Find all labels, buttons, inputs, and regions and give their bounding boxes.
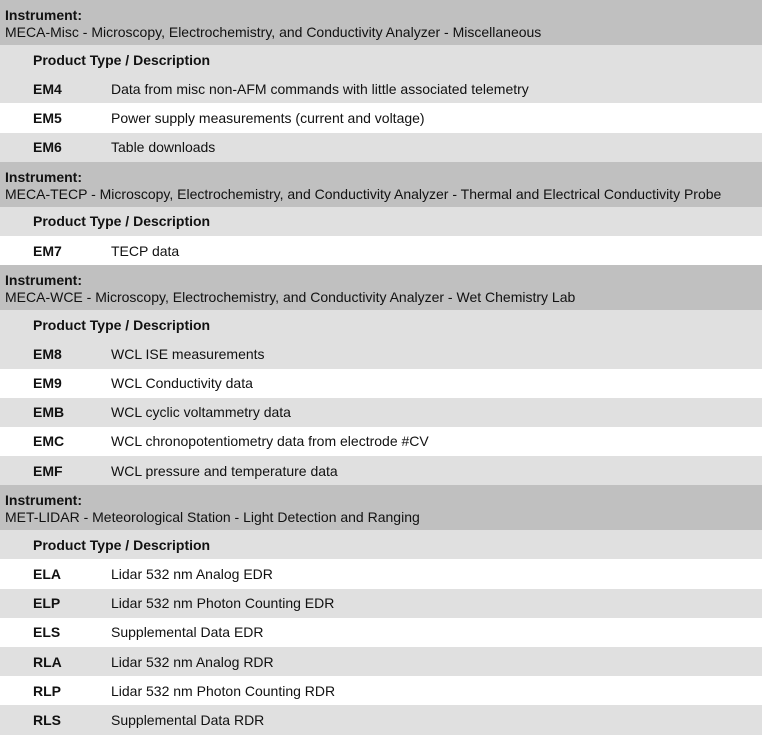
column-header: Product Type / Description	[33, 213, 211, 230]
product-code: RLS	[33, 711, 61, 728]
product-description: Data from misc non-AFM commands with little associated telemetry	[111, 80, 529, 97]
instrument-section	[0, 265, 762, 485]
table-row	[0, 398, 762, 427]
column-header: Product Type / Description	[33, 51, 211, 68]
instrument-label: Instrument:	[5, 492, 82, 509]
instrument-header	[0, 485, 762, 530]
table-row	[0, 456, 762, 485]
table-row	[0, 339, 762, 368]
product-description: TECP data	[111, 242, 180, 259]
table-row	[0, 705, 762, 734]
product-code: ELS	[33, 624, 61, 641]
table-row	[0, 559, 762, 588]
table-row	[0, 676, 762, 705]
table-row	[0, 618, 762, 647]
product-description: Table downloads	[111, 139, 216, 156]
product-description: Lidar 532 nm Photon Counting RDR	[111, 682, 336, 699]
product-code: EMB	[33, 404, 65, 421]
table-row	[0, 369, 762, 398]
table-row	[0, 236, 762, 265]
product-code: ELA	[33, 566, 61, 583]
product-description: WCL pressure and temperature data	[111, 462, 338, 479]
product-code: RLA	[33, 653, 62, 670]
product-description: Power supply measurements (current and voltage)	[111, 109, 425, 126]
column-header: Product Type / Description	[33, 316, 211, 333]
product-description: WCL ISE measurements	[111, 345, 265, 362]
product-code: EM7	[33, 242, 62, 259]
table-row	[0, 103, 762, 132]
product-description: Supplemental Data EDR	[111, 624, 264, 641]
product-code: EM4	[33, 80, 62, 97]
instrument-header	[0, 265, 762, 310]
product-description: Lidar 532 nm Analog RDR	[111, 653, 274, 670]
product-code: RLP	[33, 682, 61, 699]
instrument-label: Instrument:	[5, 7, 82, 23]
column-header-row	[0, 207, 762, 236]
product-description: WCL chronopotentiometry data from electrode #CV	[111, 433, 429, 450]
table-row	[0, 427, 762, 456]
instrument-name: MECA-WCE - Microscopy, Electrochemistry, and Conductivity Analyzer - Wet Chemistry Lab	[5, 289, 576, 306]
instrument-name: MECA-TECP - Microscopy, Electrochemistry, and Conductivity Analyzer - Thermal and Electrical Conductivity Probe	[5, 185, 722, 202]
product-code: EM5	[33, 109, 62, 126]
instrument-header	[0, 0, 762, 45]
instrument-name: MET-LIDAR - Meteorological Station - Light Detection and Ranging	[5, 509, 420, 526]
instrument-section	[0, 0, 762, 162]
product-code: EM9	[33, 375, 62, 392]
product-code: EM6	[33, 139, 62, 156]
column-header-row	[0, 530, 762, 559]
instrument-header	[0, 162, 762, 207]
product-description: Lidar 532 nm Analog EDR	[111, 566, 273, 583]
product-description: Lidar 532 nm Photon Counting EDR	[111, 595, 335, 612]
instrument-section	[0, 162, 762, 265]
instrument-name: MECA-Misc - Microscopy, Electrochemistry, and Conductivity Analyzer - Miscellaneous	[5, 24, 542, 40]
product-description: Supplemental Data RDR	[111, 711, 265, 728]
column-header-row	[0, 45, 762, 74]
product-code: EMF	[33, 462, 63, 479]
column-header-row	[0, 310, 762, 339]
table-row	[0, 647, 762, 676]
instrument-section	[0, 485, 762, 734]
table-row	[0, 589, 762, 618]
instrument-label: Instrument:	[5, 272, 82, 289]
instrument-label: Instrument:	[5, 168, 82, 185]
product-description: WCL cyclic voltammetry data	[111, 404, 291, 421]
product-code: ELP	[33, 595, 61, 612]
table-row	[0, 74, 762, 103]
product-code: EM8	[33, 345, 62, 362]
product-code: EMC	[33, 433, 65, 450]
product-description: WCL Conductivity data	[111, 375, 253, 392]
table-row	[0, 133, 762, 162]
column-header: Product Type / Description	[33, 536, 211, 553]
